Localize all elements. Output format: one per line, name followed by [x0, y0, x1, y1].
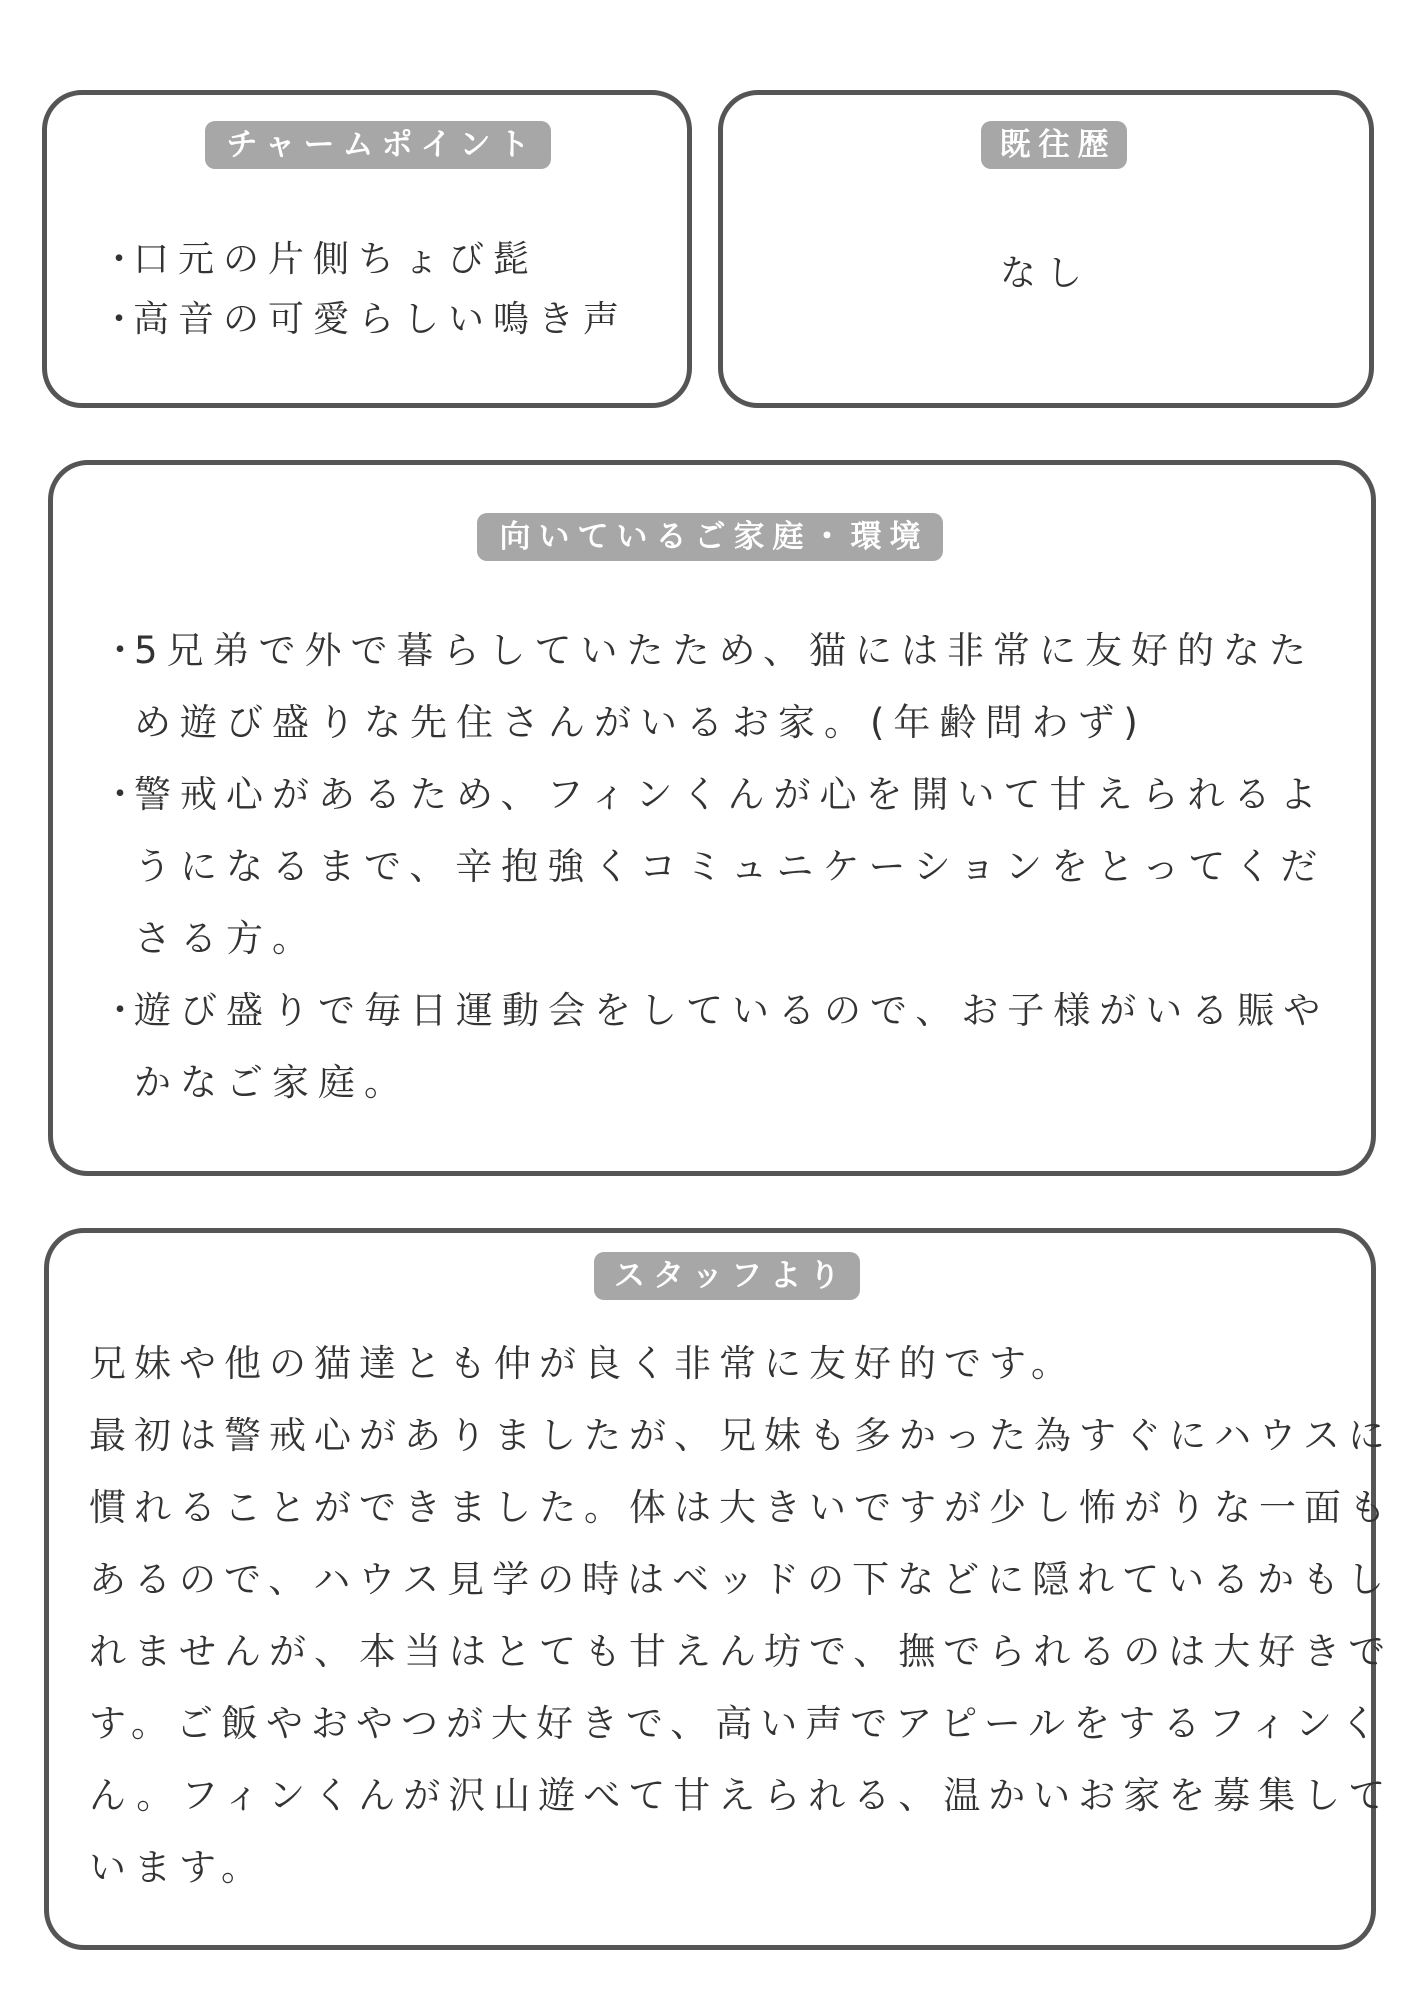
staff-comment-line: 兄妹や他の猫達とも仲が良く非常に友好的です。	[89, 1342, 1077, 1385]
charm-point-list	[97, 230, 628, 350]
staff-comment-line: あるので、ハウス見学の時はベッドの下などに隠れているかもし	[89, 1558, 1393, 1601]
suitable-home-list	[98, 615, 1348, 1119]
list-item	[97, 230, 628, 290]
staff-comment-line: す。ご飯やおやつが大好きで、高い声でアピールをするフィンく	[89, 1702, 1386, 1745]
staff-comment-line: ん。フィンくんが沢山遊べて甘えられる、温かいお家を募集して	[89, 1774, 1394, 1817]
staff-comment-title: スタッフより	[594, 1252, 860, 1300]
suitable-home-item-text: 5兄弟で外で暮らしていたため、猫には非常に友好的なため遊び盛りな先住さんがいるお家。(年齢問わず)	[134, 629, 1316, 744]
staff-comment-body	[89, 1328, 1394, 1904]
bullet-icon: ・	[101, 299, 147, 340]
list-item	[98, 975, 1348, 1119]
bullet-icon: ・	[102, 774, 148, 815]
charm-point-title: チャームポイント	[205, 121, 551, 169]
staff-comment-line: 最初は警戒心がありましたが、兄妹も多かった為すぐにハウスに	[89, 1414, 1393, 1457]
charm-point-card	[42, 90, 692, 408]
list-item	[97, 290, 628, 350]
bullet-icon: ・	[101, 239, 147, 280]
bullet-icon: ・	[102, 990, 148, 1031]
staff-comment-line: れませんが、本当はとても甘えん坊で、撫でられるのは大好きで	[89, 1630, 1394, 1673]
staff-comment-line: います。	[89, 1846, 267, 1889]
suitable-home-item-text: 遊び盛りで毎日運動会をしているので、お子様がいる賑やかなご家庭。	[134, 989, 1330, 1104]
bullet-icon: ・	[102, 630, 148, 671]
staff-comment-card	[44, 1228, 1394, 1950]
list-item	[98, 615, 1348, 759]
charm-point-item-text: 高音の可愛らしい鳴き声	[133, 299, 629, 340]
suitable-home-item-text: 警戒心があるため、フィンくんが心を開いて甘えられるようになるまで、辛抱強くコミュニケーションをとってくださる方。	[134, 773, 1327, 960]
staff-comment-line: 慣れることができました。体は大きいですが少し怖がりな一面も	[89, 1486, 1394, 1529]
list-item	[98, 759, 1348, 975]
suitable-home-title: 向いているご家庭・環境	[477, 513, 943, 561]
medical-history-card	[718, 90, 1374, 408]
medical-history-value: なし	[999, 253, 1092, 294]
charm-point-item-text: 口元の片側ちょび髭	[133, 239, 539, 280]
medical-history-title: 既往歴	[981, 121, 1127, 169]
suitable-home-card	[48, 460, 1376, 1176]
